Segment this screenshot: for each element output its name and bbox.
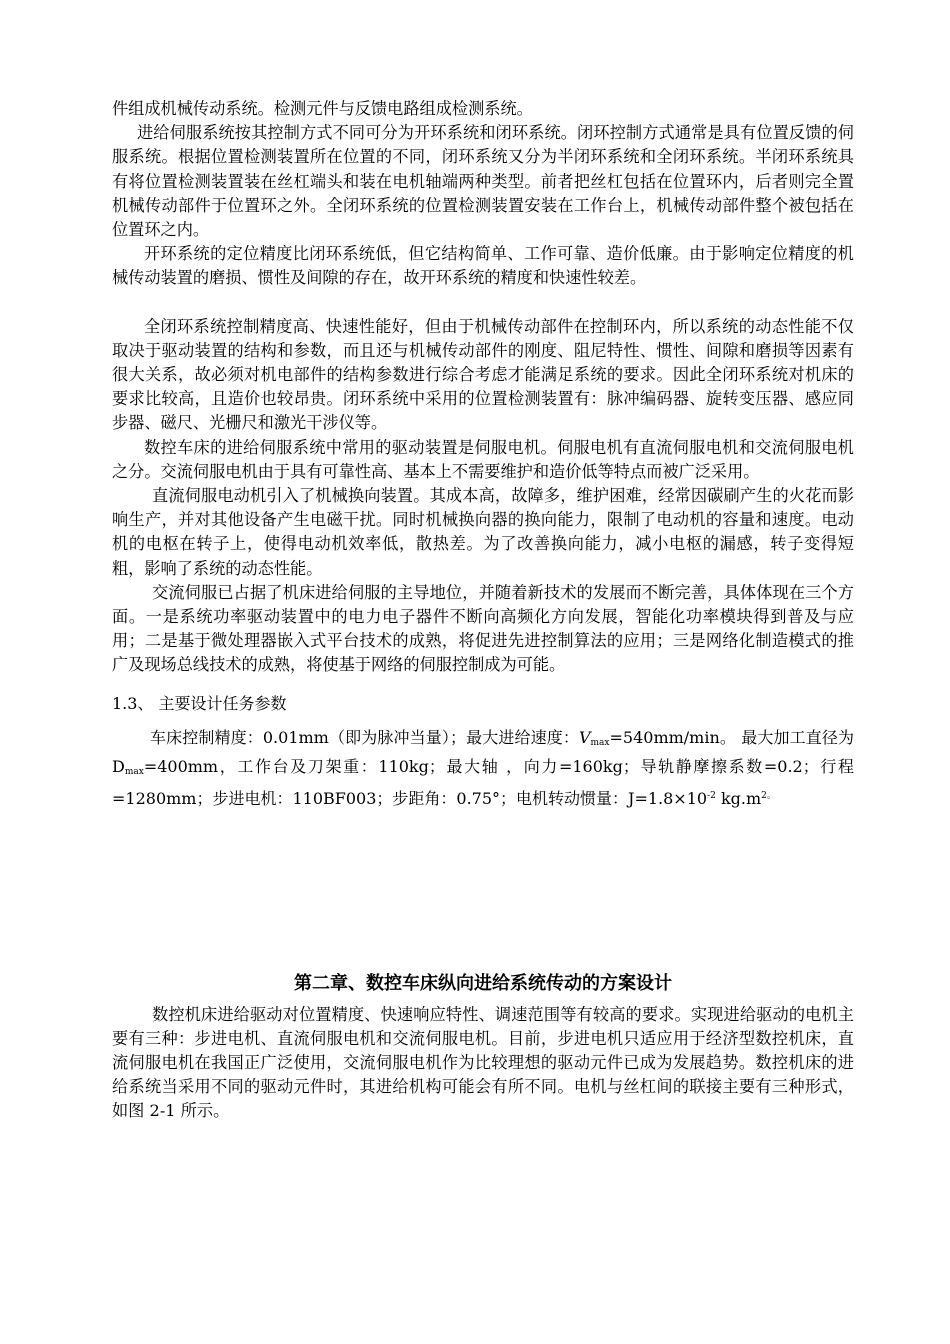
paragraph-1: 进给伺服系统按其控制方式不同可分为开环系统和闭环系统。闭环控制方式通常是具有位置反馈的伺服系统。根据位置检测装置所在位置的不同，闭环系统又分为半闭环系统和全闭环系统。半闭环系统具有将位置检测装置装在丝杠端头和装在电机轴端两种类型。前者把丝杠包括在位置环内，后者则完全置机械传动部件于位置环之外。全闭环系统的位置检测装置安装在工作台上，机械传动部件整个被包括在位置环之内。 [112,123,854,240]
section-heading: 1.3、 主要设计任务参数 [112,693,287,713]
param-text-d: kg.m [715,788,762,808]
inertia-exponent: -2 [707,790,716,801]
unit-exponent: 2。 [761,790,776,801]
speed-symbol: V [578,727,591,747]
paragraph-3: 全闭环系统控制精度高、快速性能好，但由于机械传动部件在控制环内，所以系统的动态性能不仅取决于驱动装置的结构和参数，而且还与机械传动部件的刚度、阻尼特性、惯性、间隙和磨损等因素有很大关系，故必须对机电部件的结构参数进行综合考虑才能满足系统的要求。因此全闭环系统对机床的要求比较高，且造价也较昂贵。闭环系统中采用的位置检测装置有：脉冲编码器、旋转变压器、感应同步器、磁尺、光栅尺和激光干涉仪等。 [112,316,854,433]
speed-subscript: max [590,737,610,748]
param-text-b: =540mm/min。 最大加工直径为D [112,727,854,776]
chapter-body: 数控机床进给驱动对位置精度、快速响应特性、调速范围等有较高的要求。实现进给驱动的电机主要有三种：步进电机、直流伺服电机和交流伺服电机。目前，步进电机只适应用于经济型数控机床，直流伺服电机在我国正广泛使用，交流伺服电机作为比较理想的驱动元件已成为发展趋势。数控机床的进给系统当采用不同的驱动元件时，其进给机构可能会有所不同。电机与丝杠间的联接主要有三种形式，如图 2-1 所示。 [112,1004,854,1121]
param-text-c: =400mm，工作台及刀架重：110kg；最大轴 ，向力=160kg；导轨静摩擦系数=0.2；行程=1280mm；步进电机：110BF003；步距角：0.75°；电机转动惯量：J=1.8×10 [112,756,854,808]
chapter-title: 第二章、数控车床纵向进给系统传动的方案设计 [294,972,672,994]
design-parameters [112,726,854,811]
diameter-subscript: max [124,766,144,777]
paragraph-0: 件组成机械传动系统。检测元件与反馈电路组成检测系统。 [112,99,533,118]
paragraph-5: 直流伺服电动机引入了机械换向装置。其成本高，故障多，维护困难，经常因碳刷产生的火花而影响生产，并对其他设备产生电磁干扰。同时机械换向器的换向能力，限制了电动机的容量和速度。电动机的电枢在转子上，使得电动机效率低，散热差。为了改善换向能力，减小电枢的漏感，转子变得短粗，影响了系统的动态性能。 [112,486,854,578]
document-page [112,97,854,1124]
param-text-a: 车床控制精度：0.01mm（即为脉冲当量）；最大进给速度： [150,727,579,747]
paragraph-6: 交流伺服已占据了机床进给伺服的主导地位，并随着新技术的发展而不断完善，具体体现在三个方面。一是系统功率驱动装置中的电力电子器件不断向高频化方向发展，智能化功率模块得到普及与应用；二是基于微处理器嵌入式平台技术的成熟，将促进先进控制算法的应用；三是网络化制造模式的推广及现场总线技术的成熟，将使基于网络的伺服控制成为可能。 [112,582,854,675]
paragraph-4: 数控车床的进给伺服系统中常用的驱动装置是伺服电机。伺服电机有直流伺服电机和交流伺服电机之分。交流伺服电机由于具有可靠性高、基本上不需要维护和造价低等特点而被广泛采用。 [112,437,854,481]
paragraph-2: 开环系统的定位精度比闭环系统低，但它结构简单、工作可靠、造价低廉。由于影响定位精度的机械传动装置的磨损、惯性及间隙的存在，故开环系统的精度和快速性较差。 [112,244,854,288]
